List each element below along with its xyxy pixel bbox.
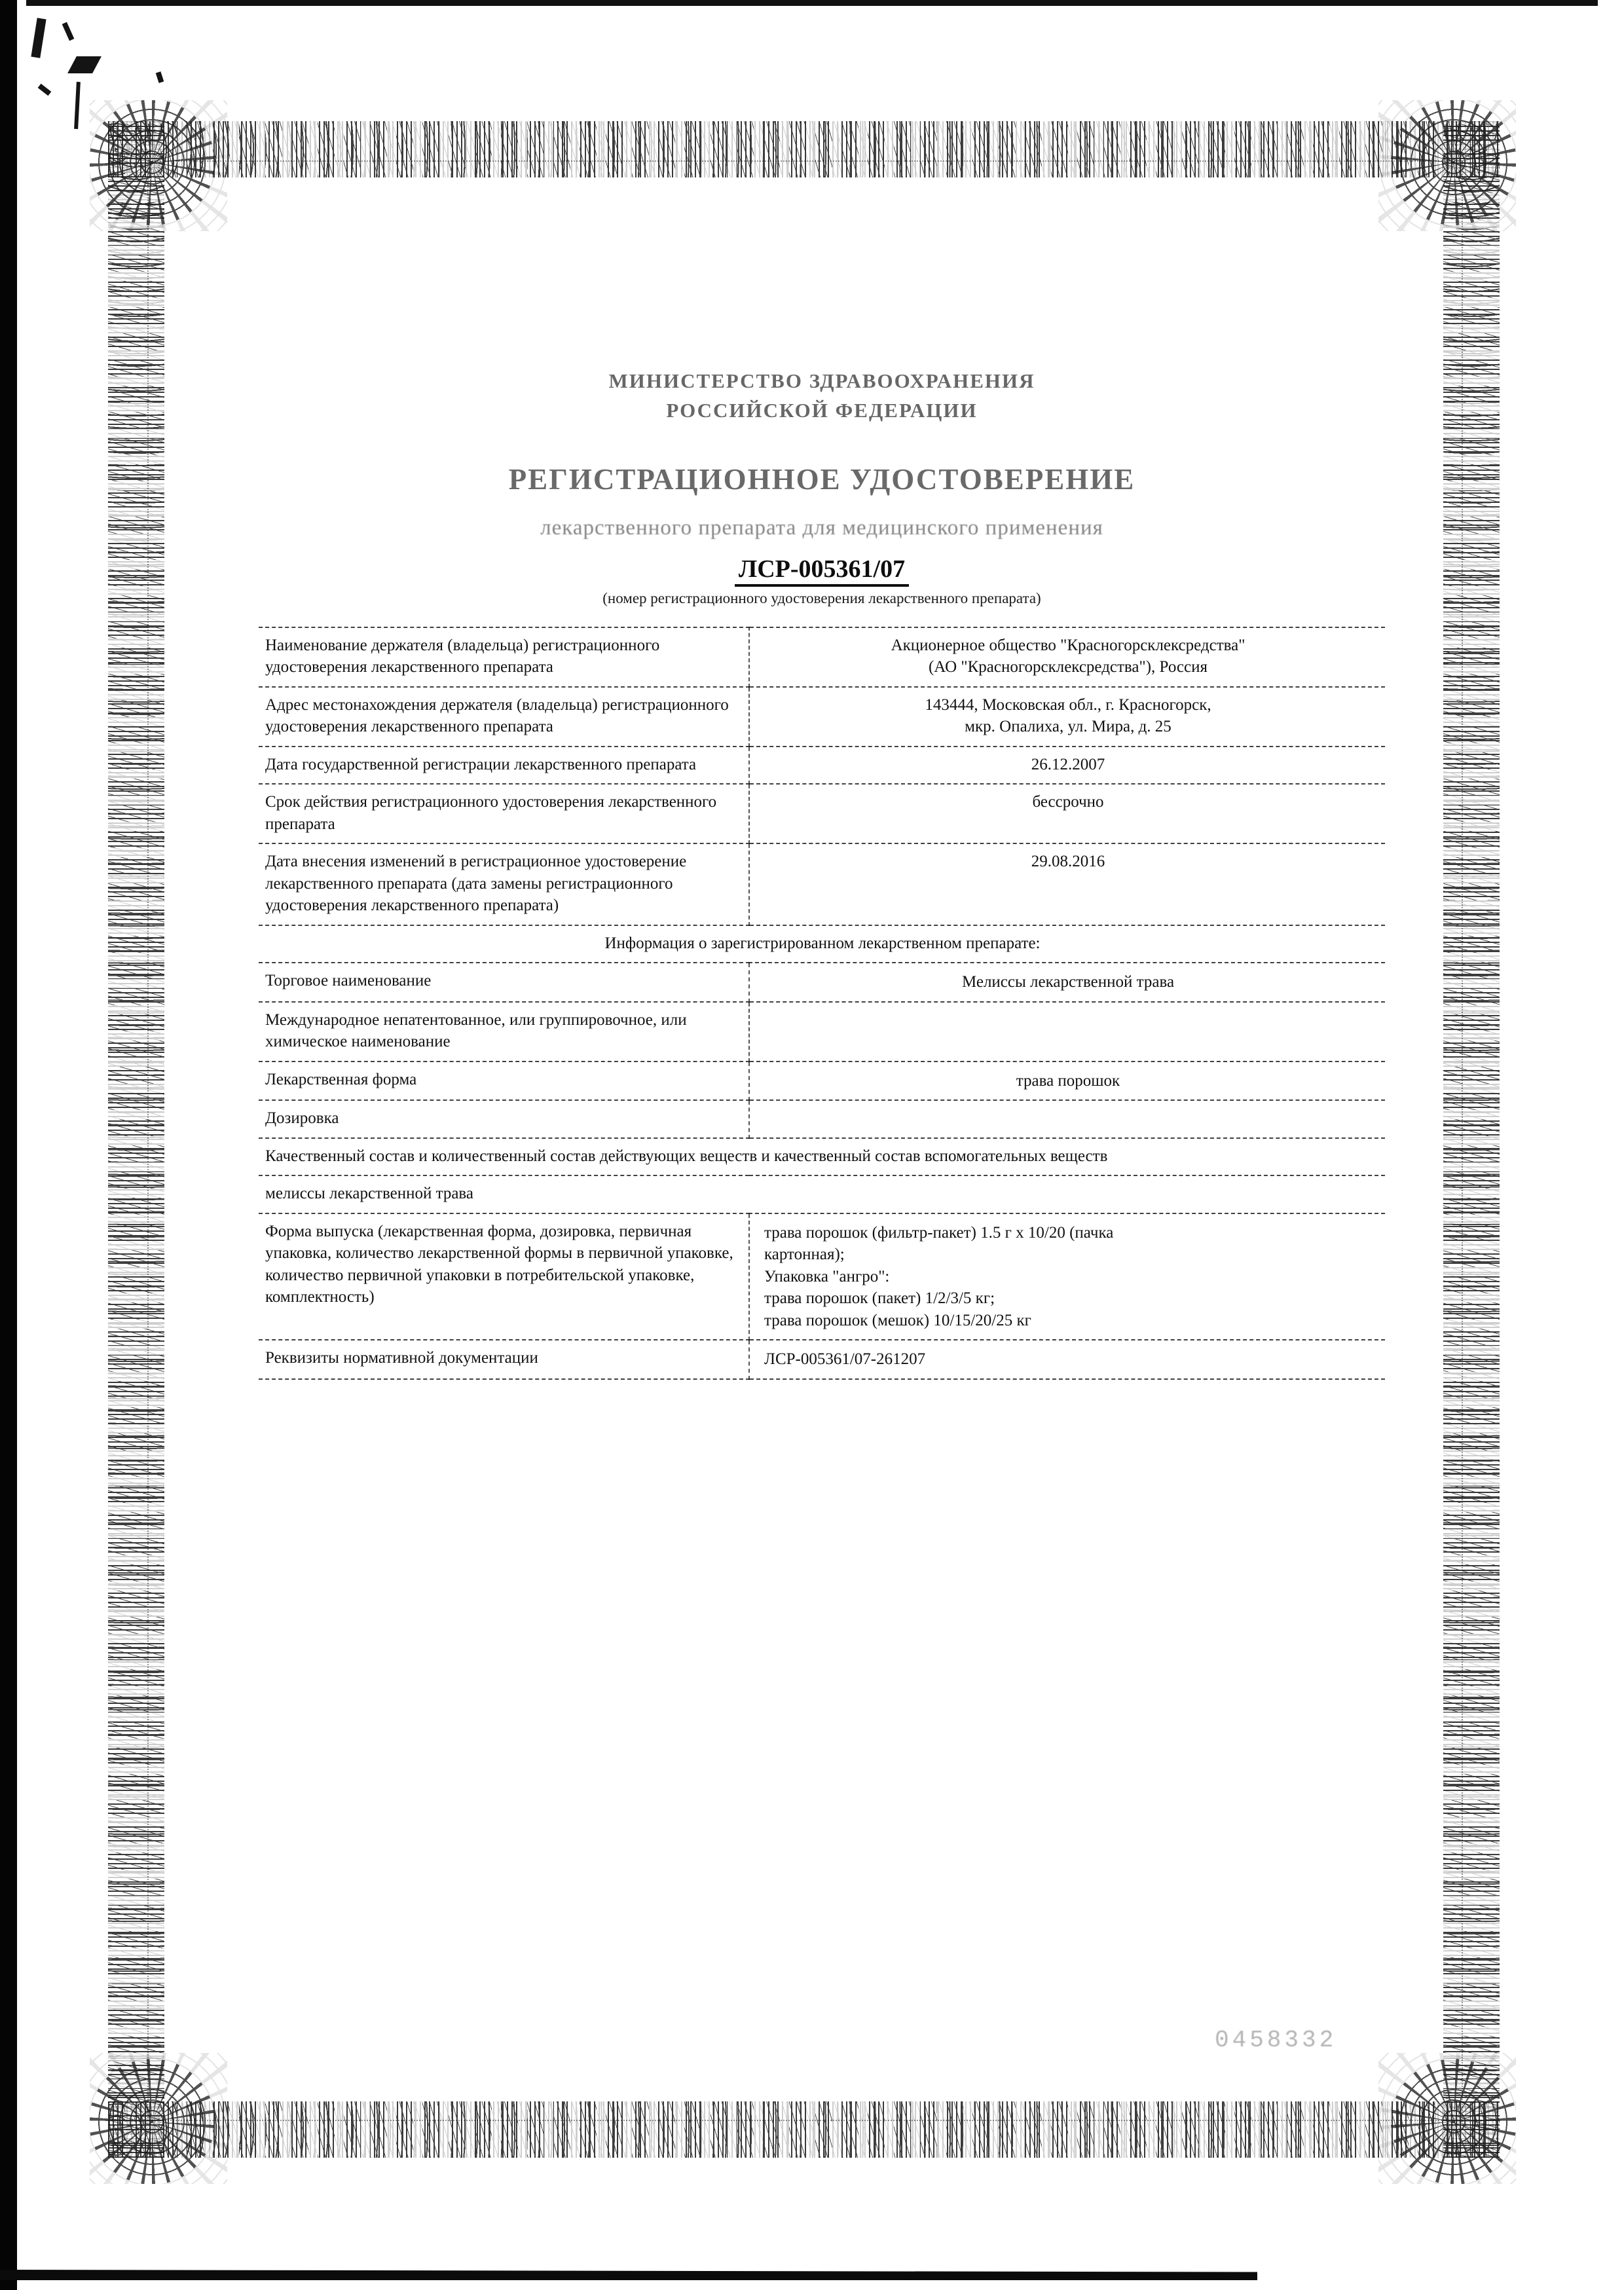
row-label: Наименование держателя (владельца) регистрационного удостоверения лекарственного препарата [259, 627, 749, 687]
row-value [749, 1002, 1385, 1062]
row-label: Срок действия регистрационного удостоверения лекарственного препарата [259, 784, 749, 843]
row-value [749, 627, 1385, 687]
row-value: бессрочно [749, 784, 1385, 843]
row-value-line: картонная); [764, 1246, 845, 1264]
row-label: Форма выпуска (лекарственная форма, дозировка, первичная упаковка, количество лекарственной формы в первичной упаковке, количество первичной упаковки в потребительской упаковке, комплектность) [259, 1213, 749, 1340]
table-row [259, 1213, 1385, 1340]
table-row [259, 627, 1385, 687]
row-value-line: трава порошок (мешок) 10/15/20/25 кг [764, 1311, 1031, 1329]
page-title: РЕГИСТРАЦИОННОЕ УДОСТОВЕРЕНИЕ [508, 462, 1135, 496]
row-value [749, 1213, 1385, 1340]
row-label: Реквизиты нормативной документации [259, 1340, 749, 1379]
table-row [259, 843, 1385, 925]
row-value: трава порошок [749, 1062, 1385, 1101]
row-label: Дата государственной регистрации лекарственного препарата [259, 747, 749, 785]
section-heading: Информация о зарегистрированном лекарственном препарате: [259, 925, 1385, 963]
registration-number-value: ЛСР-005361/07 [735, 555, 909, 587]
ministry-line-2: РОССИЙСКОЙ ФЕДЕРАЦИИ [666, 398, 978, 422]
scan-speck [31, 18, 46, 58]
row-label: Дата внесения изменений в регистрационное удостоверение лекарственного препарата (дата замены регистрационного удостоверения лекарственного препарата) [259, 843, 749, 925]
scan-speck [38, 84, 52, 96]
row-value [749, 687, 1385, 747]
registration-number-caption: (номер регистрационного удостоверения лекарственного препарата) [602, 589, 1041, 606]
scan-speck [156, 71, 164, 83]
row-label: Адрес местонахождения держателя (владельца) регистрационного удостоверения лекарственного препарата [259, 687, 749, 747]
row-value: 29.08.2016 [749, 843, 1385, 925]
row-value-line: трава порошок (пакет) 1/2/3/5 кг; [764, 1289, 995, 1308]
scan-speck [67, 56, 101, 73]
table-row [259, 1062, 1385, 1101]
row-label: Торговое наименование [259, 963, 749, 1002]
row-value: ЛСР-005361/07-261207 [749, 1340, 1385, 1379]
table-row [259, 784, 1385, 843]
scan-edge-left [0, 0, 17, 2290]
scan-edge-top [26, 0, 1598, 6]
page-subtitle: лекарственного препарата для медицинского применения [540, 515, 1103, 540]
row-value: 26.12.2007 [749, 747, 1385, 785]
table-row [259, 963, 1385, 1002]
composition-heading: Качественный состав и количественный состав действующих веществ и качественный состав вспомогательных веществ [259, 1138, 1385, 1176]
table-row [259, 687, 1385, 747]
row-value-line: Упаковка "ангро": [764, 1267, 890, 1285]
row-value: Мелиссы лекарственной трава [749, 963, 1385, 1002]
row-label: Лекарственная форма [259, 1062, 749, 1101]
table-row [259, 1100, 1385, 1138]
scan-speck [62, 22, 75, 41]
registration-table [259, 627, 1385, 1380]
row-value-line: (АО "Красногорсклексредства"), Россия [928, 658, 1208, 676]
registration-number [259, 555, 1385, 583]
ministry-name [259, 367, 1385, 426]
row-label: Международное непатентованное, или группировочное, или химическое наименование [259, 1002, 749, 1062]
table-row [259, 1340, 1385, 1379]
certificate-document [259, 367, 1385, 1380]
table-row [259, 1002, 1385, 1062]
scan-edge-bottom [0, 2270, 1257, 2280]
scan-speck [74, 82, 81, 129]
row-value [749, 1100, 1385, 1138]
row-label: Дозировка [259, 1100, 749, 1138]
row-value-line: мкр. Опалиха, ул. Мира, д. 25 [965, 718, 1172, 736]
table-section-heading-row [259, 925, 1385, 963]
document-serial-number: 0458332 [1215, 2027, 1337, 2054]
table-row [259, 747, 1385, 785]
row-value-line: трава порошок (фильтр-пакет) 1.5 г х 10/20 (пачка [764, 1223, 1114, 1242]
ministry-line-1: МИНИСТЕРСТВО ЗДРАВООХРАНЕНИЯ [608, 369, 1035, 392]
table-composition-value-row [259, 1175, 1385, 1213]
row-value-line: Акционерное общество "Красногорсклексредства" [891, 636, 1246, 654]
table-composition-heading-row [259, 1138, 1385, 1176]
row-value-line: 143444, Московская обл., г. Красногорск, [925, 695, 1211, 714]
composition-value: мелиссы лекарственной трава [259, 1175, 1385, 1213]
